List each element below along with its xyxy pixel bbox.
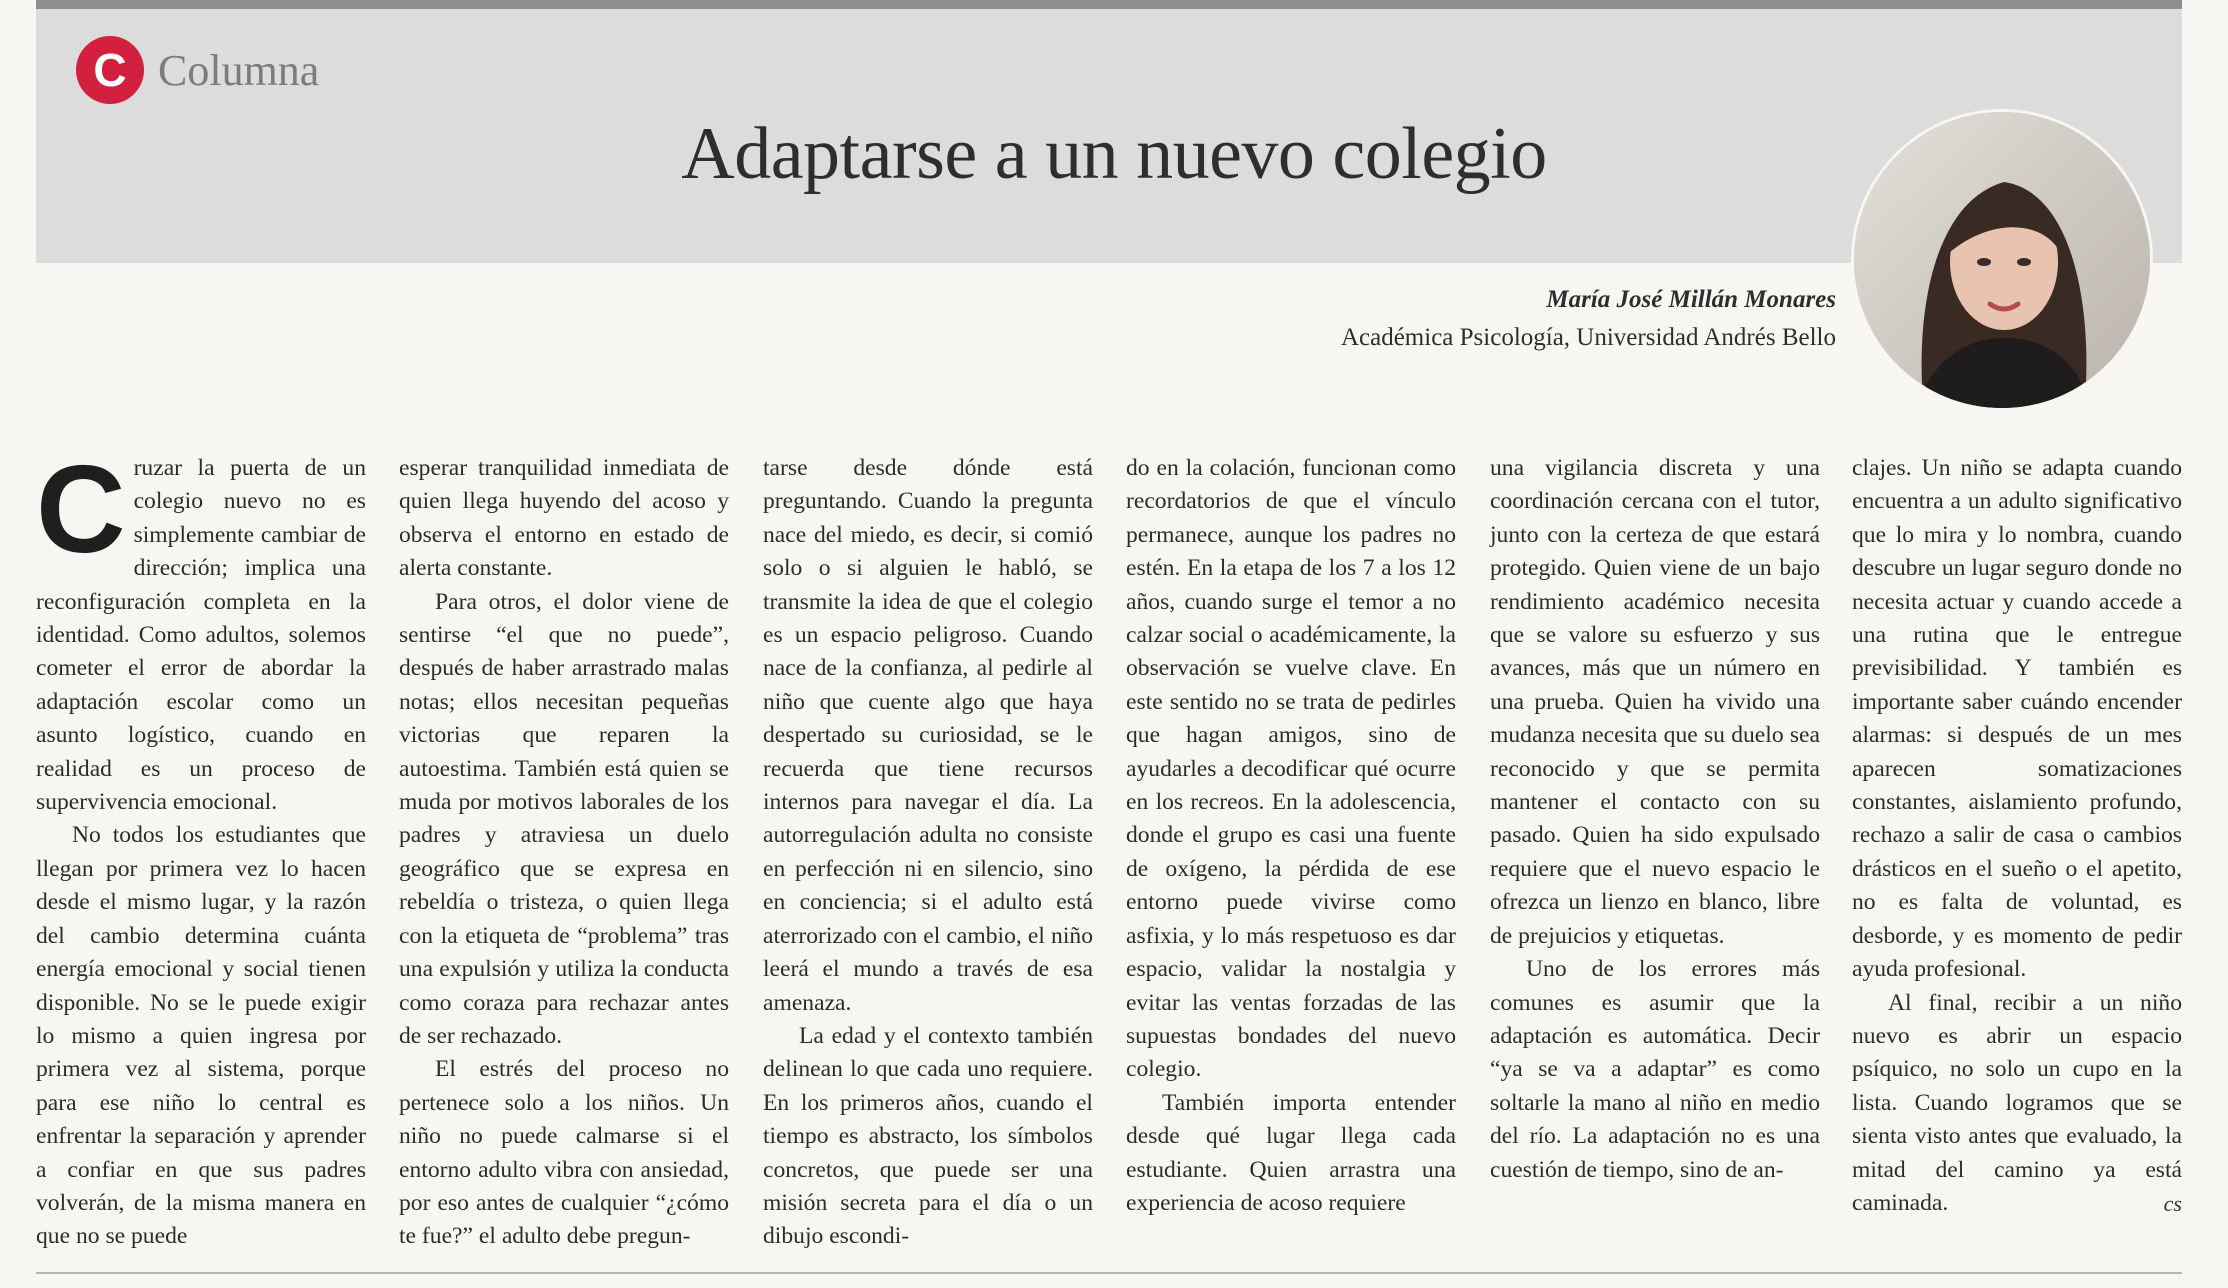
article-column-6 bbox=[1852, 452, 2182, 1220]
column-badge-icon: C bbox=[76, 36, 144, 104]
paragraph: Cruzar la puerta de un colegio nuevo no es simplemente cambiar de dirección; implica una reconfiguración completa en la identidad. Como adultos, solemos cometer el error de abordar la adaptación escolar como un asunto logístico, cuando en realidad es un proceso de supervivencia emocional. bbox=[36, 441, 366, 816]
bottom-rule bbox=[36, 1272, 2182, 1274]
article-column-5 bbox=[1490, 452, 1820, 1187]
paragraph: No todos los estudiantes que llegan por primera vez lo hacen desde el mismo lugar, y la razón del cambio determina cuánta energía emocional y social tienen disponible. No se le puede exigir lo mismo a quien ingresa por primera vez al sistema, porque para ese niño lo central es enfrentar la separación y aprender a confiar en que sus padres volverán, de la misma manera en que no se puede bbox=[36, 822, 366, 1250]
paragraph: tarse desde dónde está preguntando. Cuando la pregunta nace del miedo, es decir, si comió solo o si alguien le habló, se transmite la idea de que el colegio es un espacio peligroso. Cuando nace de la confianza, al pedirle al niño que cuente algo que haya despertado su curiosidad, se le recuerda que tiene recursos internos para navegar el día. La autorregulación adulta no consiste en perfección ni en silencio, sino en conciencia; si el adulto está aterrorizado con el cambio, el niño leerá el mundo a través de esa amenaza. bbox=[763, 455, 1093, 1016]
article-column-4 bbox=[1126, 452, 1456, 1220]
author-portrait-icon bbox=[1854, 112, 2150, 408]
section-label bbox=[76, 36, 319, 104]
end-mark-icon: cs bbox=[2163, 1190, 2182, 1216]
top-rule bbox=[36, 0, 2182, 9]
author-name: María José Millán Monares bbox=[1546, 286, 1836, 313]
article-column-1 bbox=[36, 441, 366, 1254]
paragraph: También importa entender desde qué lugar llega cada estudiante. Quien arrastra una experiencia de acoso requiere bbox=[1126, 1089, 1456, 1216]
paragraph: una vigilancia discreta y una coordinación cercana con el tutor, junto con la certeza de que estará protegido. Quien viene de un bajo rendimiento académico necesita que se valore su esfuerzo y sus avances, más que un número en una prueba. Quien ha vivido una mudanza necesita que su duelo sea reconocido y que se permita mantener el contacto con su pasado. Quien ha sido expulsado requiere que el nuevo espacio le ofrezca un lienzo en blanco, libre de prejuicios y etiquetas. bbox=[1490, 455, 1820, 949]
paragraph: Uno de los errores más comunes es asumir que la adaptación es automática. Decir “ya se va a adaptar” es como soltarle la mano al niño en medio del río. La adaptación no es una cuestión de tiempo, sino de an- bbox=[1490, 956, 1820, 1183]
paragraph: esperar tranquilidad inmediata de quien llega huyendo del acoso y observa el entorno en estado de alerta constante. bbox=[399, 455, 729, 582]
author-role: Académica Psicología, Universidad Andrés Bello bbox=[1340, 324, 1836, 351]
paragraph: do en la colación, funcionan como recordatorios de que el vínculo permanece, aunque los padres no estén. En la etapa de los 7 a los 12 años, cuando surge el temor a no calzar social o académicamente, la observación se vuelve clave. En este sentido no se trata de pedirles que hagan amigos, sino de ayudarles a decodificar qué ocurre en los recreos. En la adolescencia, donde el grupo es casi una fuente de oxígeno, la pérdida de ese entorno puede vivirse como asfixia, y lo más respetuoso es dar espacio, validar la nostalgia y evitar las ventas forzadas de las supuestas bondades del nuevo colegio. bbox=[1126, 455, 1456, 1083]
author-photo bbox=[1854, 112, 2150, 408]
section-name: Columna bbox=[158, 45, 320, 95]
headline: Adaptarse a un nuevo colegio bbox=[681, 113, 1547, 195]
paragraph: clajes. Un niño se adapta cuando encuentra a un adulto significativo que lo mira y lo nombra, cuando descubre un lugar seguro donde no necesita actuar y cuando accede a una rutina que le entregue previsibilidad. Y también es importante saber cuándo encender alarmas: si después de un mes aparecen somatizaciones constantes, aislamiento profundo, rechazo a salir de casa o cambios drásticos en el sueño o el apetito, no es falta de voluntad, es desborde, y es momento de pedir ayuda profesional. bbox=[1852, 455, 2182, 983]
paragraph: Para otros, el dolor viene de sentirse “el que no puede”, después de haber arrastrado malas notas; ellos necesitan pequeñas victorias que reparen la autoestima. También está quien se muda por motivos laborales de los padres y atraviesa un duelo geográfico que se expresa en rebeldía o tristeza, o quien llega con la etiqueta de “problema” tras una expulsión y utiliza la conducta como coraza para rechazar antes de ser rechazado. bbox=[399, 588, 729, 1049]
article-column-3 bbox=[763, 452, 1093, 1254]
paragraph: La edad y el contexto también delinean lo que cada uno requiere. En los primeros años, cuando el tiempo es abstracto, los símbolos concretos, que puede ser una misión secreta para el día o un dibujo escondi- bbox=[763, 1022, 1093, 1250]
paragraph: El estrés del proceso no pertenece solo a los niños. Un niño no puede calmarse si el entorno adulto vibra con ansiedad, por eso antes de cualquier “¿cómo te fue?” el adulto debe pregun- bbox=[399, 1056, 729, 1250]
author-byline bbox=[1341, 286, 1836, 352]
article-body bbox=[36, 441, 2182, 1262]
paragraph: Al final, recibir a un niño nuevo es abrir un espacio psíquico, no solo un cupo en la lista. Cuando logramos que se sienta visto antes que evaluado, la mitad del camino ya está caminada. cs bbox=[1852, 987, 2182, 1221]
drop-cap: C bbox=[36, 441, 126, 579]
article-column-2 bbox=[399, 452, 729, 1254]
